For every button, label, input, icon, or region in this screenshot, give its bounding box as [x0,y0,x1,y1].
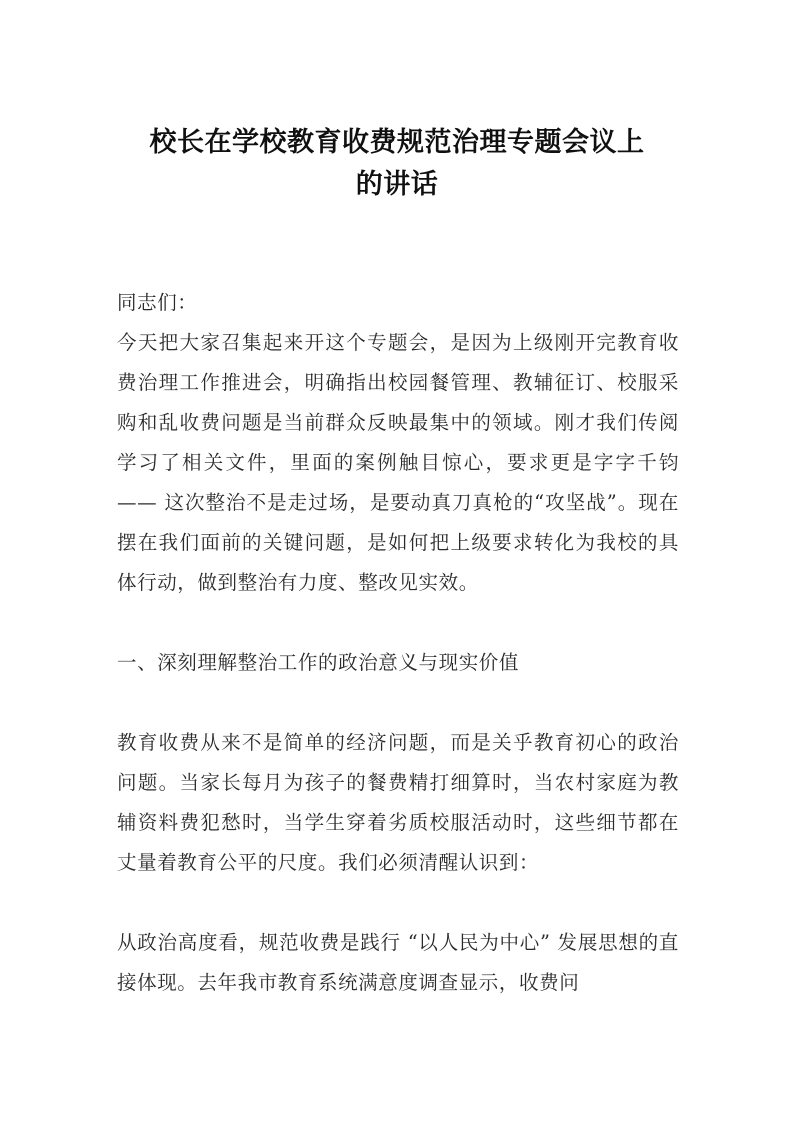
section-1-paragraph-1: 教育收费从来不是简单的经济问题，而是关乎教育初心的政治问题。当家长每月为孩子的餐费精打细算时，当农村家庭为教辅资料费犯愁时，当学生穿着劣质校服活动时，这些细节都在丈量着教育公平的尺度。我们必须清醒认识到： [117,731,679,874]
salutation-line: 同志们： [117,291,198,314]
paragraph-spacer-1 [117,603,679,643]
document-title-block [117,122,677,206]
section-heading-1: 一、深刻理解整治工作的政治意义与现实价值 [117,651,520,674]
paragraph-spacer-2 [117,683,679,723]
document-content [117,283,679,1003]
section-1-paragraph-2: 从政治高度看，规范收费是践行 “以人民为中心” 发展思想的直接体现。去年我市教育系统满意度调查显示，收费问 [117,931,679,994]
intro-paragraph: 今天把大家召集起来开这个专题会，是因为上级刚开完教育收费治理工作推进会，明确指出校园餐管理、教辅征订、校服采购和乱收费问题是当前群众反映最集中的领域。刚才我们传阅学习了相关文件，里面的案例触目惊心，要求更是字字千钧 —— 这次整治不是走过场，是要动真刀真枪的“攻坚战”。现在摆在我们面前的关键问题，是如何把上级要求转化为我校的具体行动，做到整治有力度、整改见实效。 [117,331,679,594]
page-title-line-2: 的讲话 [355,169,439,200]
paragraph-spacer-3 [117,883,679,923]
page-title-line-1: 校长在学校教育收费规范治理专题会议上 [149,127,645,158]
